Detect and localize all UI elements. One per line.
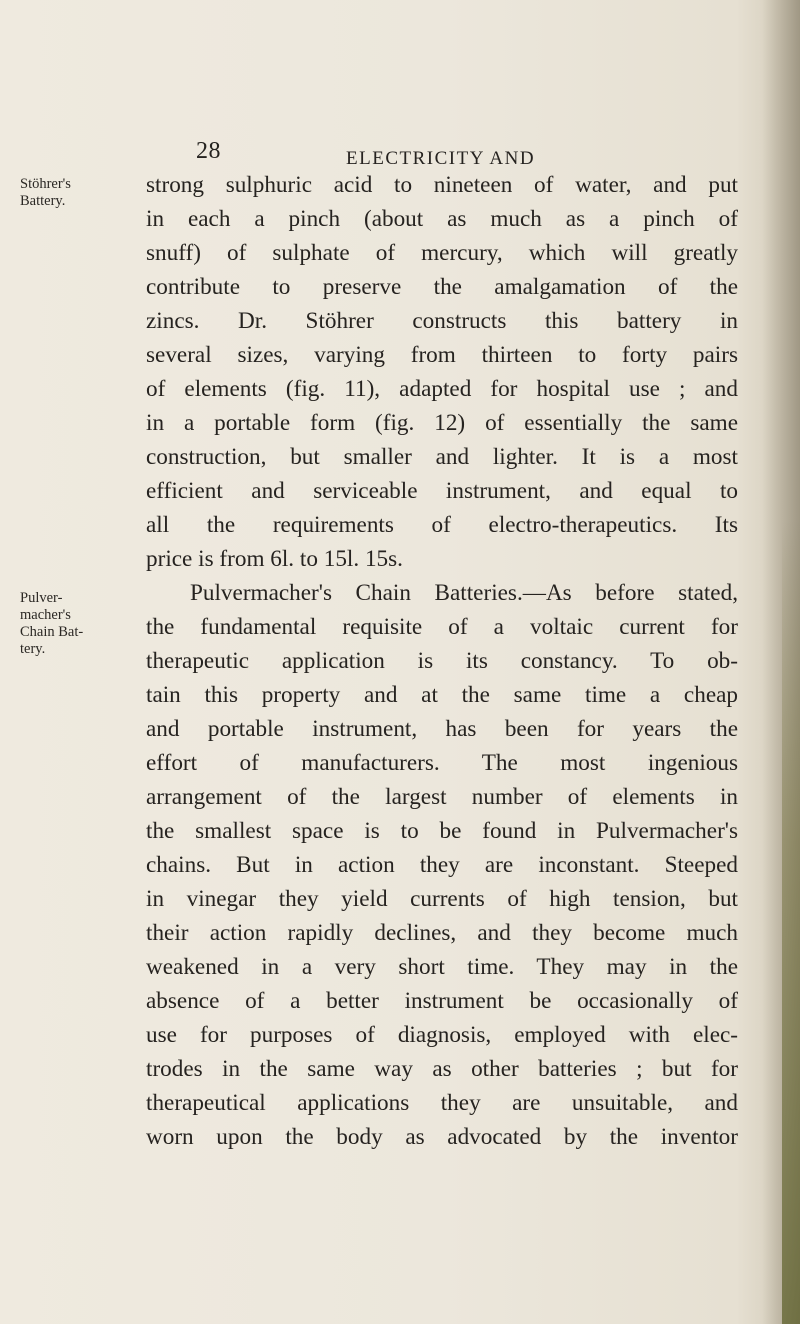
page-number: 28 [196,138,221,164]
body-line: efficient and serviceable instrument, and equal to [146,478,738,504]
body-line: all the requirements of electro-therapeutics. Its [146,512,738,538]
body-line: of elements (fig. 11), adapted for hospital use ; and [146,376,738,402]
body-line: and portable instrument, has been for years the [146,716,738,742]
body-line: price is from 6l. to 15l. 15s. [146,546,403,572]
body-line: trodes in the same way as other batteries ; but for [146,1056,738,1082]
margin-note-line: Battery. [20,193,66,209]
body-line: use for purposes of diagnosis, employed with elec- [146,1022,738,1048]
body-line: the fundamental requisite of a voltaic current for [146,614,738,640]
section-heading-line: Pulvermacher's Chain Batteries.—As before stated, [190,580,738,606]
body-line: absence of a better instrument be occasionally of [146,988,738,1014]
body-line: worn upon the body as advocated by the inventor [146,1124,738,1150]
body-line: several sizes, varying from thirteen to forty pairs [146,342,738,368]
body-line: therapeutic application is its constancy. To ob- [146,648,738,674]
body-line: tain this property and at the same time a cheap [146,682,738,708]
margin-note-stohrers-battery [20,176,110,210]
body-line: in a portable form (fig. 12) of essentially the same [146,410,738,436]
body-line: in vinegar they yield currents of high tension, but [146,886,738,912]
body-line: snuff) of sulphate of mercury, which will greatly [146,240,738,266]
body-line: the smallest space is to be found in Pulvermacher's [146,818,738,844]
body-line: construction, but smaller and lighter. It is a most [146,444,738,470]
body-line: weakened in a very short time. They may in the [146,954,738,980]
margin-note-pulvermachers-chain-battery [20,590,110,658]
body-line: arrangement of the largest number of elements in [146,784,738,810]
body-line: in each a pinch (about as much as a pinch of [146,206,738,232]
body-line: their action rapidly declines, and they become much [146,920,738,946]
body-line: strong sulphuric acid to nineteen of water, and put [146,172,738,198]
body-line: therapeutical applications they are unsuitable, and [146,1090,738,1116]
margin-note-line: tery. [20,641,46,657]
page-edge-stain [782,520,800,1324]
body-line: chains. But in action they are inconstant. Steeped [146,852,738,878]
margin-note-line: macher's [20,607,71,623]
margin-note-line: Stöhrer's [20,176,71,192]
body-line: zincs. Dr. Stöhrer constructs this battery in [146,308,738,334]
body-line: effort of manufacturers. The most ingenious [146,750,738,776]
margin-note-line: Chain Bat- [20,624,84,640]
running-head: ELECTRICITY AND [346,148,536,169]
body-line: contribute to preserve the amalgamation of the [146,274,738,300]
margin-note-line: Pulver- [20,590,63,606]
